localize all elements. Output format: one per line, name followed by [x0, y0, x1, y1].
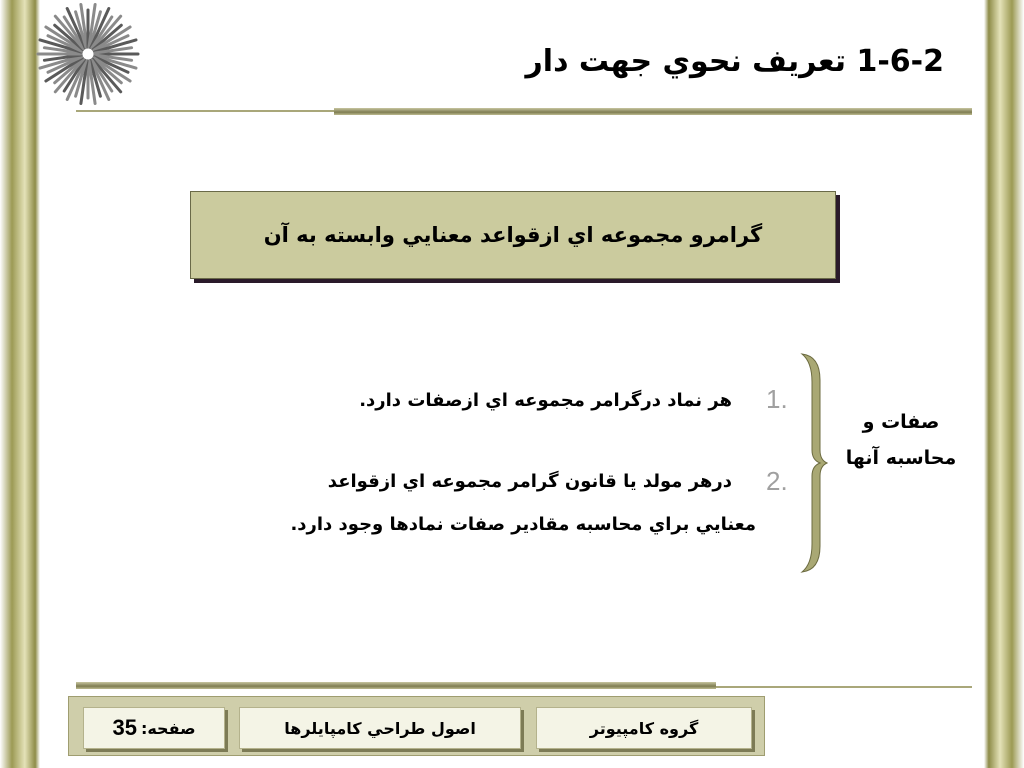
item-number-2: 2.: [766, 466, 788, 496]
definition-box: [190, 191, 836, 279]
item-number-1: 1.: [766, 384, 788, 414]
footer-course-label: اصول طراحي کامپايلرها: [284, 718, 476, 738]
footer-divider-thick: [76, 682, 716, 689]
right-pillar-decoration: [984, 0, 1024, 768]
footer-course-box: [239, 707, 521, 749]
side-label-line-1: صفات و: [862, 411, 940, 433]
item-2-line-2: معنايي براي محاسبه مقادير صفات نمادها وجود دارد.: [290, 514, 756, 535]
item-1-text: هر نماد درگرامر مجموعه اي ازصفات دارد.: [359, 390, 732, 411]
item-2-line-1: درهر مولد يا قانون گرامر مجموعه اي ازقواعد: [327, 471, 732, 492]
left-pillar-decoration: [0, 0, 40, 768]
footer-group-label: گروه کامپيوتر: [589, 718, 699, 738]
footer-page-box: [83, 707, 225, 749]
side-label-line-2: محاسبه آنها: [845, 447, 957, 469]
footer-page-label: صفحه:: [140, 718, 196, 738]
definition-text: گرامرو مجموعه اي ازقواعد معنايي وابسته به آن: [263, 223, 763, 247]
footer-page-number: 35: [112, 715, 137, 740]
sunburst-logo-icon: [36, 2, 140, 106]
right-brace-icon: [800, 352, 828, 574]
side-label: [836, 404, 966, 476]
footer-group-box: [536, 707, 752, 749]
header-divider-thick: [334, 108, 972, 115]
footer-bar: [68, 696, 765, 756]
slide-title: 1-6-2 تعريف نحوي جهت دار: [525, 44, 944, 79]
